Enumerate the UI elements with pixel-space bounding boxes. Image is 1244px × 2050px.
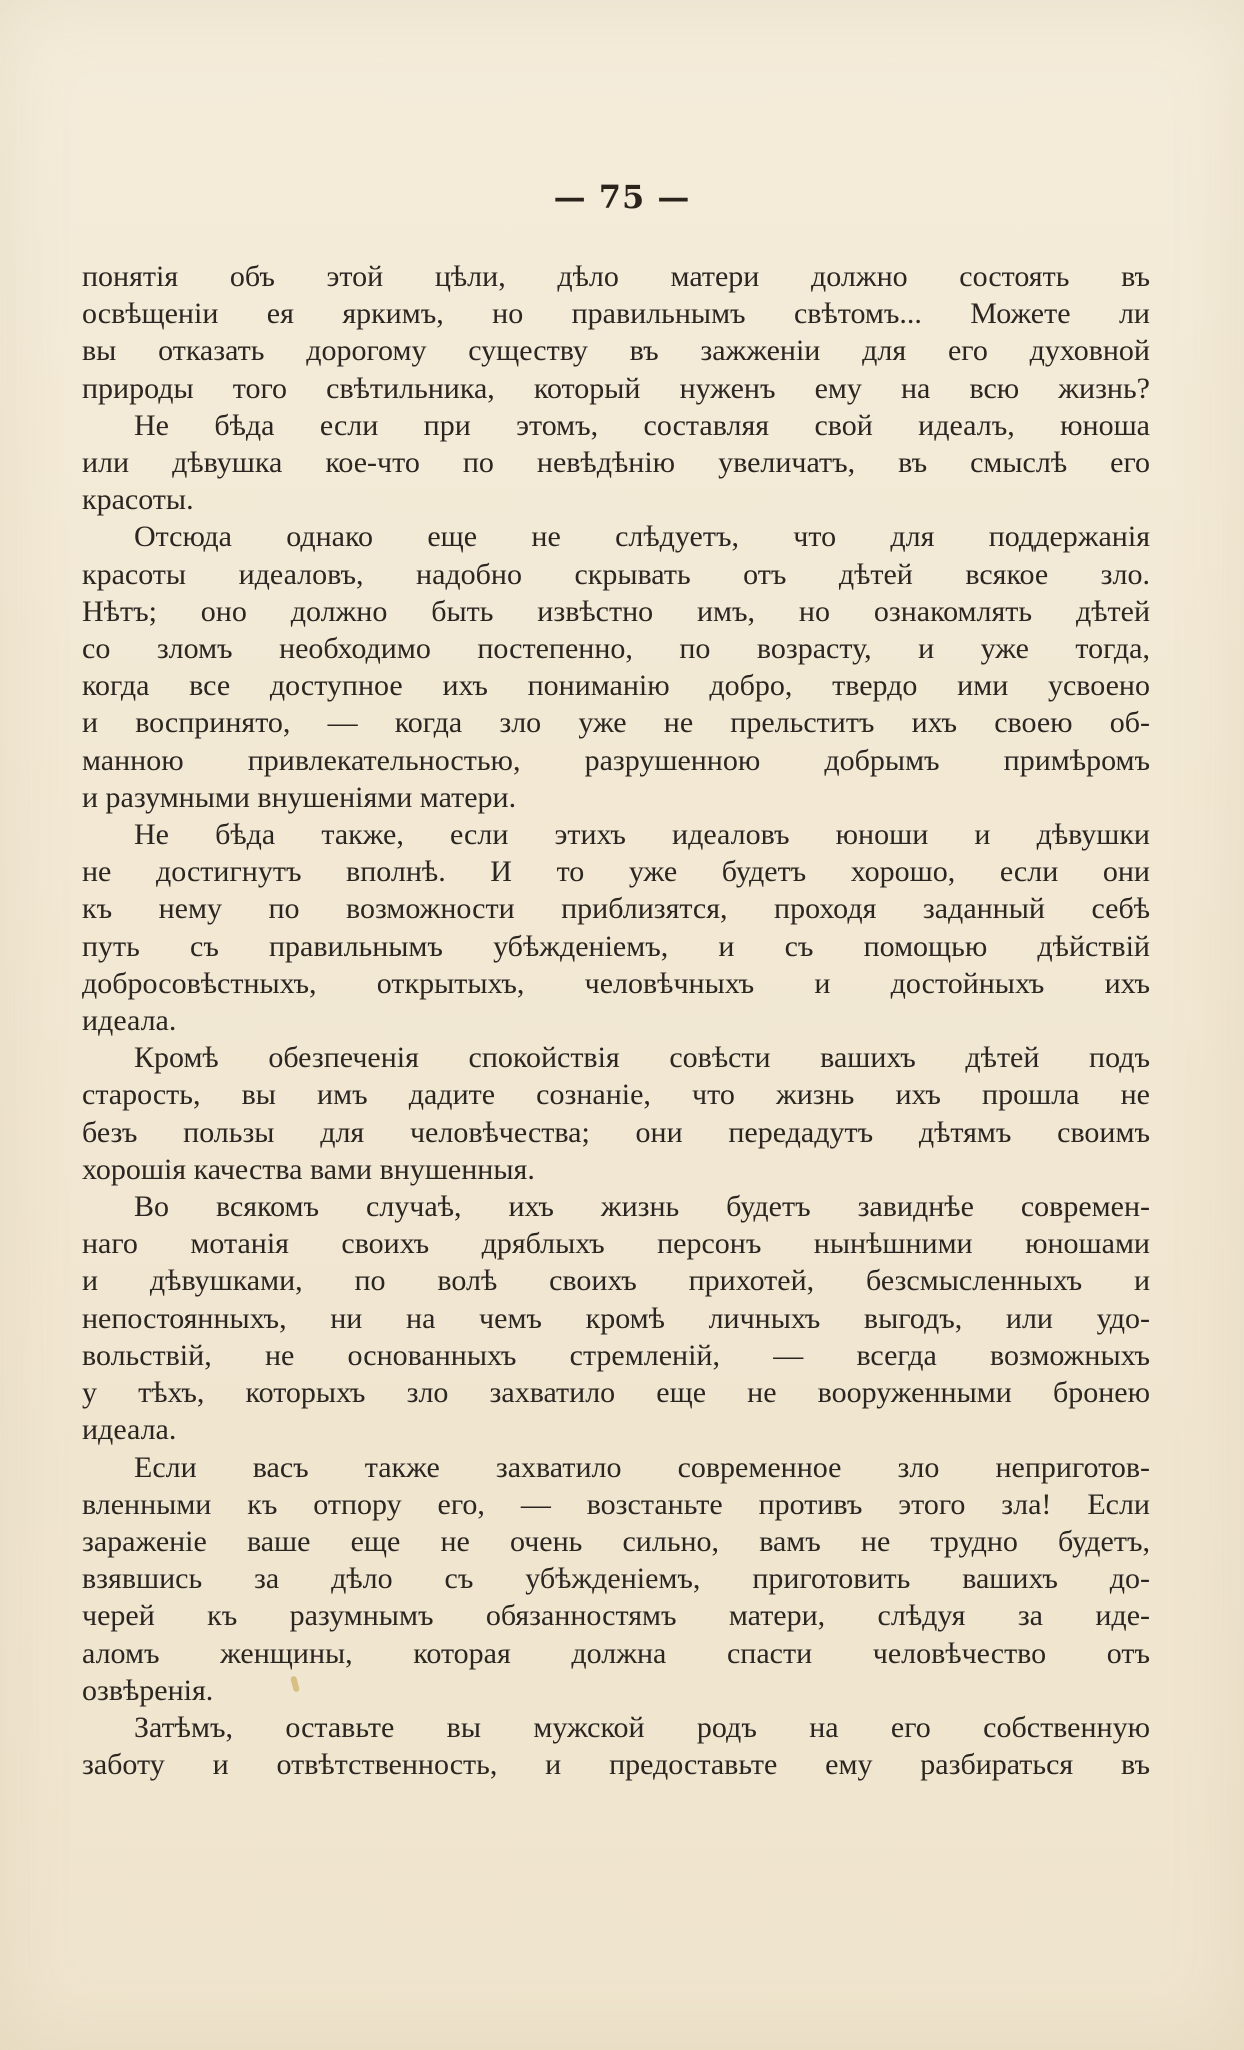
text-line: вленными къ отпору его, — возстаньте противъ этого зла! Если — [82, 1487, 1150, 1521]
text-line: Нѣтъ; оно должно быть извѣстно имъ, но ознакомлять дѣтей — [82, 594, 1150, 628]
text-line: наго мотанія своихъ дряблыхъ персонъ нынѣшними юношами — [82, 1227, 1150, 1261]
text-line: добросовѣстныхъ, открытыхъ, человѣчныхъ и достойныхъ ихъ — [82, 966, 1150, 1000]
text-line: путь съ правильнымъ убѣжденіемъ, и съ помощью дѣйствій — [82, 929, 1150, 963]
body-text — [82, 258, 1150, 1783]
text-line: Отсюда однако еще не слѣдуетъ, что для поддержанія — [134, 520, 1150, 554]
text-line: черей къ разумнымъ обязанностямъ матери, слѣдуя за иде- — [82, 1599, 1150, 1633]
text-line: вольствій, не основанныхъ стремленій, — всегда возможныхъ — [82, 1338, 1150, 1372]
text-line: или дѣвушка кое-что по невѣдѣнію увеличатъ, въ смыслѣ его — [82, 446, 1150, 480]
text-line: Кромѣ обезпеченія спокойствія совѣсти вашихъ дѣтей подъ — [134, 1041, 1150, 1075]
text-line: безъ пользы для человѣчества; они передадутъ дѣтямъ своимъ — [82, 1115, 1150, 1149]
text-line: вы отказать дорогому существу въ зажженіи для его духовной — [82, 334, 1150, 368]
text-line: къ нему по возможности приблизятся, проходя заданный себѣ — [82, 892, 1150, 926]
text-line: Во всякомъ случаѣ, ихъ жизнь будетъ завиднѣе современ- — [134, 1190, 1150, 1224]
text-line: идеала. — [82, 1004, 177, 1038]
text-line: зараженіе ваше еще не очень сильно, вамъ не трудно будетъ, — [82, 1524, 1150, 1558]
text-line: Не бѣда также, если этихъ идеаловъ юноши и дѣвушки — [134, 818, 1150, 852]
text-line: хорошія качества вами внушенныя. — [82, 1152, 535, 1186]
text-line: не достигнутъ вполнѣ. И то уже будетъ хорошо, если они — [82, 855, 1150, 889]
text-line: и разумными внушеніями матери. — [82, 780, 517, 814]
text-line: непостоянныхъ, ни на чемъ кромѣ личныхъ выгодъ, или удо- — [82, 1301, 1150, 1335]
page-number: — 75 — — [553, 178, 691, 216]
text-line: озвѣренія. — [82, 1673, 214, 1707]
text-line: освѣщеніи ея яркимъ, но правильнымъ свѣтомъ... Можете ли — [82, 297, 1150, 331]
text-line: со зломъ необходимо постепенно, по возрасту, и уже тогда, — [82, 632, 1150, 666]
text-line: понятія объ этой цѣли, дѣло матери должно состоять въ — [82, 260, 1150, 293]
text-line: у тѣхъ, которыхъ зло захватило еще не вооруженными бронею — [82, 1376, 1150, 1410]
text-line: и воспринято, — когда зло уже не прельститъ ихъ своею об- — [82, 706, 1150, 740]
text-line: и дѣвушками, по волѣ своихъ прихотей, безсмысленныхъ и — [82, 1264, 1150, 1298]
text-line: аломъ женщины, которая должна спасти человѣчество отъ — [82, 1636, 1150, 1670]
text-line: манною привлекательностью, разрушенною добрымъ примѣромъ — [82, 743, 1150, 777]
text-line: идеала. — [82, 1413, 177, 1447]
text-line: Затѣмъ, оставьте вы мужской родъ на его собственную — [134, 1710, 1150, 1744]
text-line: Если васъ также захватило современное зло неприготов- — [134, 1450, 1150, 1484]
text-line: Не бѣда если при этомъ, составляя свой идеалъ, юноша — [134, 408, 1150, 442]
text-line: природы того свѣтильника, который нуженъ ему на всю жизнь? — [82, 371, 1150, 405]
text-line: красоты. — [82, 483, 194, 517]
text-line: заботу и отвѣтственность, и предоставьте ему разбираться въ — [82, 1748, 1150, 1782]
text-line: когда все доступное ихъ пониманію добро, твердо ими усвоено — [82, 669, 1150, 703]
text-line: красоты идеаловъ, надобно скрывать отъ дѣтей всякое зло. — [82, 557, 1150, 591]
text-line: старость, вы имъ дадите сознаніе, что жизнь ихъ прошла не — [82, 1078, 1150, 1112]
text-line: взявшись за дѣло съ убѣжденіемъ, приготовить вашихъ до- — [82, 1562, 1150, 1596]
